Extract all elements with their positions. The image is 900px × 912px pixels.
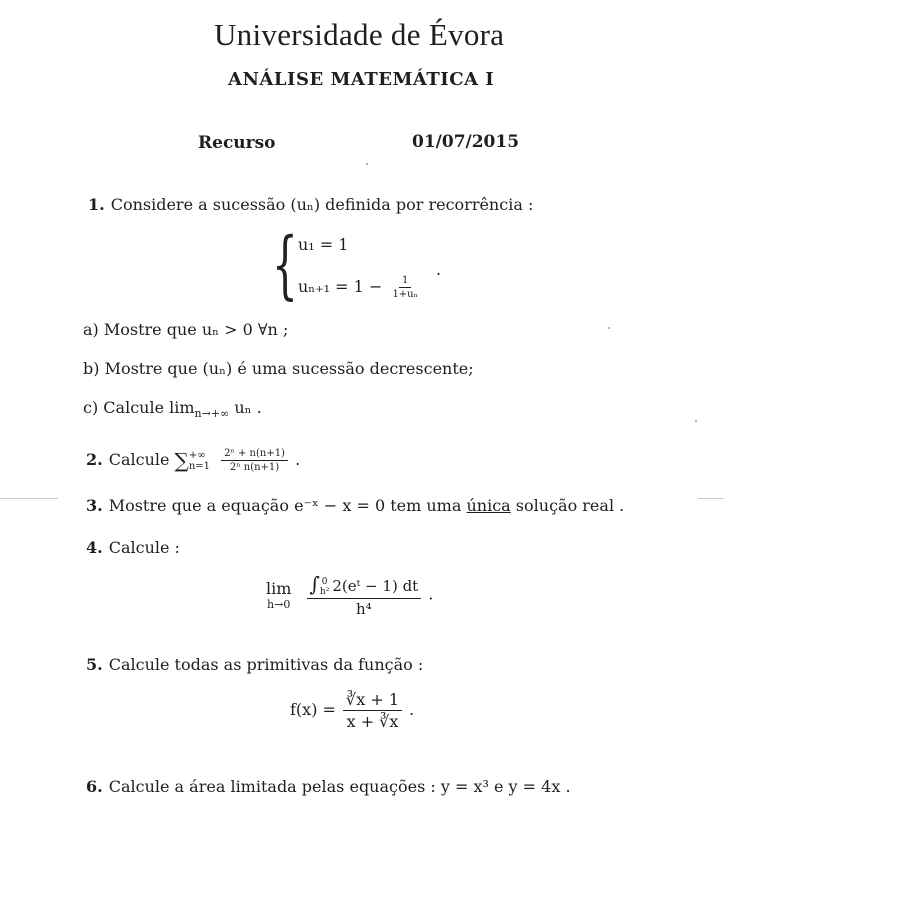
sum-lower: n=1: [188, 460, 211, 472]
question-1c: [83, 398, 262, 420]
question-1c-text: c) Calcule lim: [83, 398, 195, 417]
question-3: [86, 496, 624, 515]
question-1: [88, 195, 533, 214]
question-number: 2.: [86, 450, 103, 469]
scan-artifact-dot: [366, 163, 368, 165]
scan-artifact-line-left: [0, 498, 58, 499]
system-line-2-lhs: uₙ₊₁ = 1 −: [298, 277, 383, 296]
integral-upper: 0: [321, 577, 328, 587]
question-2: [86, 448, 300, 473]
question-number: 1.: [88, 195, 105, 214]
sum-limits: [189, 450, 210, 472]
integral-lower: h²: [319, 587, 330, 597]
sum-fraction-numerator: 2ⁿ + n(n+1): [221, 448, 288, 461]
question-6-text: Calcule a área limitada pelas equações : y = x³ e y = 4x .: [108, 777, 571, 796]
scan-artifact-line-right: [698, 498, 724, 499]
limit-subscript: h→0: [267, 598, 291, 611]
system-fraction-denominator: 1+uₙ: [392, 289, 418, 300]
question-number: 4.: [86, 538, 103, 557]
question-number: 6.: [86, 777, 103, 796]
question-number: 5.: [86, 655, 103, 674]
scan-artifact-dot: [695, 420, 697, 422]
question-6: [86, 777, 571, 796]
question-1a: a) Mostre que uₙ > 0 ∀n ;: [83, 320, 289, 339]
question-4-end: .: [428, 584, 434, 604]
system-line-2: [298, 275, 423, 300]
university-title: Universidade de Évora: [214, 17, 505, 52]
exam-date: 01/07/2015: [412, 132, 520, 152]
sum-fraction-denominator: 2ⁿ n(n+1): [229, 462, 280, 473]
question-5-end: .: [409, 700, 415, 719]
system-brace: {: [272, 222, 298, 308]
question-2-end: .: [295, 450, 301, 469]
function-expression: [290, 690, 414, 731]
limit-numerator: [307, 572, 422, 599]
exam-type: Recurso: [198, 133, 276, 153]
sum-fraction: [221, 448, 288, 473]
integrand: 2(eᵗ − 1) dt: [332, 577, 419, 595]
question-number: 3.: [86, 496, 103, 515]
integral-sign: ∫: [309, 572, 320, 596]
function-fraction: [343, 690, 402, 731]
system-end-dot: .: [436, 260, 442, 279]
function-denominator: x + ∛x: [346, 712, 399, 731]
scan-artifact-dot: [608, 327, 610, 329]
limit-denominator: h⁴: [356, 600, 372, 618]
question-1c-end: uₙ .: [234, 398, 262, 417]
question-3-underlined: única: [466, 496, 511, 515]
question-4-text: Calcule :: [108, 538, 180, 557]
question-4: [86, 538, 180, 557]
question-3-end: solução real .: [515, 496, 625, 515]
question-5-text: Calcule todas as primitivas da função :: [108, 655, 424, 674]
question-1c-sub: n→+∞: [194, 407, 230, 421]
function-numerator: ∛x + 1: [343, 690, 402, 711]
limit-word: lim: [266, 579, 292, 598]
system-line-1: u₁ = 1: [298, 235, 349, 254]
limit: [266, 579, 291, 611]
limit-expression: [266, 572, 433, 618]
system-fraction-numerator: 1: [399, 275, 411, 288]
limit-fraction: [307, 572, 422, 618]
question-1b: b) Mostre que (uₙ) é uma sucessão decrescente;: [83, 359, 474, 378]
question-5: [86, 655, 423, 674]
function-lhs: f(x) =: [290, 700, 336, 719]
question-2-text: Calcule: [108, 450, 170, 469]
integral-limits: [320, 577, 329, 597]
question-3-text: Mostre que a equação e⁻ˣ − x = 0 tem uma: [108, 496, 462, 515]
course-title: ANÁLISE MATEMÁTICA I: [228, 69, 495, 90]
sum-upper: +∞: [188, 449, 206, 461]
sum-symbol: ∑: [174, 448, 189, 473]
system-fraction: [389, 275, 421, 300]
question-1-text: Considere a sucessão (uₙ) definida por recorrência :: [110, 195, 534, 214]
